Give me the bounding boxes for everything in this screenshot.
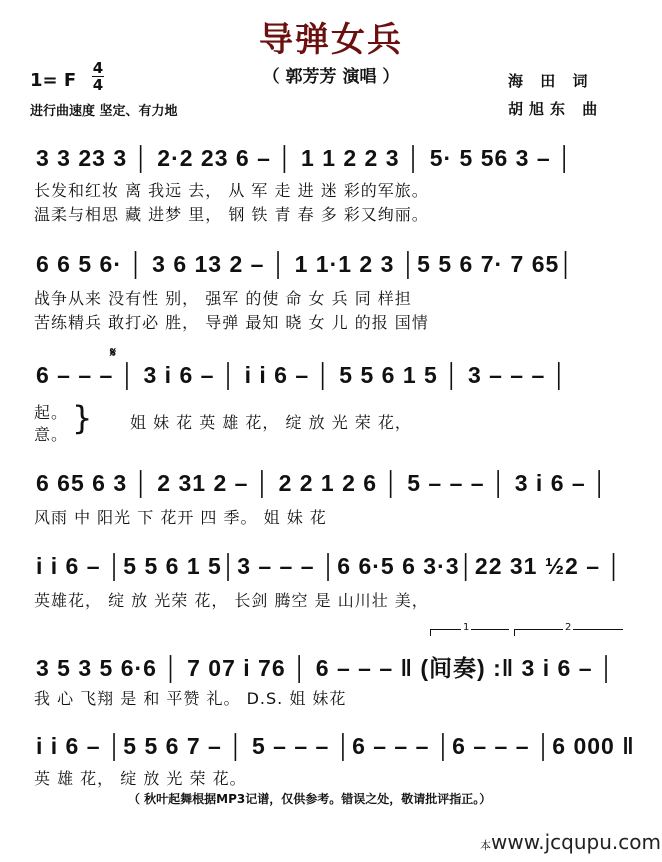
notation-row-7: i i 6 – │5 5 6 7 – │ 5 – – – │6 – – – │6 – – – │6 000 ‖ <box>36 733 635 759</box>
transcription-note: （ 秋叶起舞根据MP3记谱，仅供参考。错误之处，敬请批评指正。） <box>128 792 492 806</box>
singer-credit: （ 郭芳芳 演唱 ） <box>262 67 400 87</box>
notation-row-5: i i 6 – │5 5 6 1 5│3 – – – │6 6·5 6 3·3│22 31 ½2 – │ <box>36 553 623 579</box>
notation-row-2: 6 6 5 6· │ 3 6 13 2 – │ 1 1·1 2 3 │5 5 6 7· 7 65│ <box>36 251 575 277</box>
notation-row-6: 3 5 3 5 6·6 │ 7 07 i 76 │ 6 – – – ‖ (间奏) :‖ 3 i 6 – │ <box>36 655 616 681</box>
verse-brace-icon: } <box>72 399 93 437</box>
tempo-marking: 进行曲速度 坚定、有力地 <box>30 104 178 119</box>
notation-row-3: 6 – – – │ 3 i 6 – │ i i 6 – │ 5 5 6 1 5 │ 3 – – – │ <box>36 362 569 388</box>
lyrics-row-3-left-2: 意。 <box>34 425 69 444</box>
lyrics-row-3: 姐 妹 花 英 雄 花， 绽 放 光 荣 花， <box>130 413 412 432</box>
key-signature: 1= F <box>30 70 77 91</box>
notation-row-4: 6 65 6 3 │ 2 31 2 – │ 2 2 1 2 6 │ 5 – – – │ 3 i 6 – │ <box>36 470 609 496</box>
watermark: 本www.jcqupu.com <box>480 830 661 854</box>
composer-credit: 胡旭东 曲 <box>508 100 604 118</box>
lyrics-row-1-verse-2: 温柔与相思 藏 进梦 里， 钢 铁 青 春 多 彩又绚丽。 <box>34 205 429 224</box>
lyrics-row-3-left-1: 起。 <box>34 403 69 422</box>
lyrics-row-2-verse-2: 苦练精兵 敢打必 胜， 导弹 最知 晓 女 儿 的报 国情 <box>34 313 429 332</box>
lyrics-row-7: 英 雄 花， 绽 放 光 荣 花。 <box>34 769 247 788</box>
volta-2: 2 <box>514 629 623 636</box>
lyrics-row-4: 风雨 中 阳光 下 花开 四 季。 姐 妹 花 <box>34 508 327 527</box>
lyrics-row-5: 英雄花， 绽 放 光荣 花， 长剑 腾空 是 山川壮 美， <box>34 591 429 610</box>
lyrics-row-1-verse-1: 长发和红妆 离 我远 去， 从 军 走 进 迷 彩的军旅。 <box>34 181 429 200</box>
lyrics-row-6: 我 心 飞翔 是 和 平赞 礼。 D.S. 姐 妹花 <box>34 689 347 708</box>
time-signature: 4 4 <box>92 59 104 94</box>
lyricist-credit: 海 田 词 <box>508 72 594 90</box>
song-title: 导弹女兵 <box>259 20 403 60</box>
volta-1: 1 <box>430 629 509 636</box>
segno-icon: 𝄋 <box>110 345 117 361</box>
notation-row-1: 3 3 23 3 │ 2·2 23 6 – │ 1 1 2 2 3 │ 5· 5 56 3 – │ <box>36 145 574 171</box>
lyrics-row-2-verse-1: 战争从来 没有性 别， 强军 的使 命 女 兵 同 样担 <box>34 289 412 308</box>
